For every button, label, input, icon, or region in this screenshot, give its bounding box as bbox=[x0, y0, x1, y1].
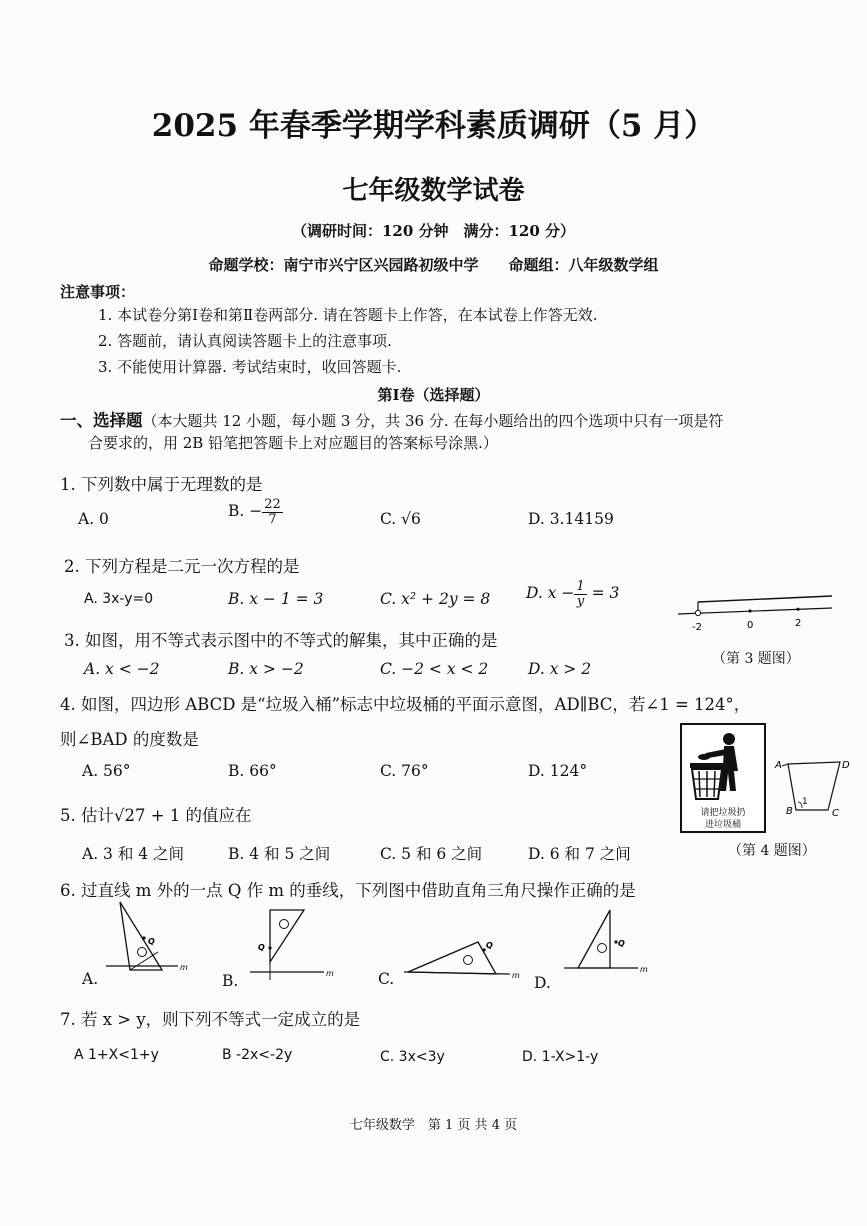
sign-text-line-2: 进垃圾桶 bbox=[704, 820, 741, 830]
q2-option-d-fraction bbox=[574, 580, 586, 608]
q6a-point-q: Q bbox=[148, 937, 155, 946]
label-b: B bbox=[786, 806, 793, 817]
q7-stem: 7. 若 x > y，则下列不等式一定成立的是 bbox=[60, 1010, 361, 1029]
q2-d-numerator: 1 bbox=[576, 579, 585, 594]
q7-option-c: C. 3x<3y bbox=[380, 1049, 445, 1065]
open-circle-icon bbox=[695, 610, 700, 615]
q1-b-numerator: 22 bbox=[264, 497, 281, 512]
q6-label-a: A. bbox=[82, 970, 99, 988]
q3-option-c: C. −2 < x < 2 bbox=[380, 660, 489, 678]
q6c-point-q: Q bbox=[486, 941, 493, 950]
q6-label-d: D. bbox=[534, 974, 551, 992]
q6b-line-m: m bbox=[326, 969, 334, 978]
q5-option-d: D. 6 和 7 之间 bbox=[528, 845, 631, 863]
q3-option-d: D. x > 2 bbox=[528, 660, 592, 678]
q3-stem: 3. 如图，用不等式表示图中的不等式的解集，其中正确的是 bbox=[64, 631, 498, 650]
trash-can-icon bbox=[682, 727, 764, 805]
tick-0-dot bbox=[748, 609, 751, 612]
note-item-1: 1. 本试卷分第Ⅰ卷和第Ⅱ卷两部分. 请在答题卡上作答，在本试卷上作答无效. bbox=[98, 306, 598, 324]
note-item-2: 2. 答题前，请认真阅读答题卡上的注意事项. bbox=[98, 332, 392, 350]
q7-option-d: D. 1-X>1-y bbox=[522, 1049, 599, 1065]
quadrilateral-abcd bbox=[772, 752, 852, 822]
number-line-ray bbox=[698, 596, 832, 602]
q3-number-line bbox=[670, 594, 840, 640]
q1-option-b-prefix: B. − bbox=[228, 502, 263, 521]
q4-option-b: B. 66° bbox=[228, 762, 277, 780]
section-desc-2: 合要求的，用 2B 铅笔把答题卡上对应题目的答案标号涂黑.） bbox=[88, 434, 498, 452]
q4-option-d: D. 124° bbox=[528, 762, 588, 780]
q6-figure-c bbox=[400, 932, 530, 992]
q1-option-c-prefix: C. bbox=[380, 510, 402, 528]
page-footer: 七年级数学 第 1 页 共 4 页 bbox=[349, 1118, 518, 1133]
q3-caption: （第 3 题图） bbox=[712, 651, 800, 667]
q1-b-denominator: 7 bbox=[268, 511, 277, 527]
sign-text-line-1: 请把垃圾扔 bbox=[700, 808, 746, 818]
q1-option-b-fraction bbox=[262, 498, 283, 526]
q5-option-a: A. 3 和 4 之间 bbox=[82, 845, 185, 863]
q5-option-b: B. 4 和 5 之间 bbox=[228, 845, 331, 863]
q1-option-c-radical: √6 bbox=[401, 510, 421, 528]
q4-stem-1: 4. 如图，四边形 ABCD 是“垃圾入桶”标志中垃圾桶的平面示意图，AD∥BC，若∠1 = 124°， bbox=[60, 695, 751, 714]
q6-label-c: C. bbox=[378, 970, 395, 988]
q6-figure-d bbox=[560, 906, 660, 986]
tick-label-2: 2 bbox=[795, 618, 802, 629]
q4-option-c: C. 76° bbox=[380, 762, 429, 780]
section-header bbox=[60, 407, 723, 431]
label-angle-1: 1 bbox=[802, 797, 808, 807]
tick-2-dot bbox=[796, 608, 799, 611]
label-c: C bbox=[832, 808, 839, 819]
q4-caption: （第 4 题图） bbox=[728, 843, 816, 859]
q1-option-a: A. 0 bbox=[78, 510, 109, 528]
label-a: A bbox=[775, 760, 782, 771]
q2-option-d bbox=[526, 580, 619, 608]
q4-option-a: A. 56° bbox=[82, 762, 131, 780]
notes-heading: 注意事项： bbox=[60, 283, 136, 301]
q2-stem: 2. 下列方程是二元一次方程的是 bbox=[64, 557, 300, 576]
exam-subtitle: 七年级数学试卷 bbox=[342, 176, 525, 206]
q6-stem: 6. 过直线 m 外的一点 Q 作 m 的垂线，下列图中借助直角三角尺操作正确的是 bbox=[60, 881, 636, 900]
q6-label-b: B. bbox=[222, 972, 239, 990]
q6d-line-m: m bbox=[640, 965, 648, 974]
tick-label-neg2: -2 bbox=[692, 622, 702, 633]
q1-option-b bbox=[228, 498, 283, 526]
note-item-3: 3. 不能使用计算器. 考试结束时，收回答题卡. bbox=[98, 358, 402, 376]
time-info: （调研时间：120 分钟 满分：120 分） bbox=[291, 222, 576, 240]
trash-sign bbox=[680, 723, 766, 833]
q6c-line-m: m bbox=[512, 971, 520, 980]
q6b-point-q: Q bbox=[258, 943, 265, 952]
q3-option-a: A. x < −2 bbox=[84, 660, 160, 678]
section-desc-1: （本大题共 12 小题，每小题 3 分，共 36 分. 在每小题给出的四个选项中只有一项是符 bbox=[142, 412, 724, 430]
q2-option-a: A. 3x-y=0 bbox=[84, 591, 154, 607]
q7-option-b: B -2x<-2y bbox=[222, 1047, 293, 1063]
q5-stem: 5. 估计√27 + 1 的值应在 bbox=[60, 806, 252, 825]
q4-stem-2: 则∠BAD 的度数是 bbox=[60, 730, 199, 749]
part-heading: 第Ⅰ卷（选择题） bbox=[377, 386, 490, 404]
q6d-point-q: Q bbox=[618, 939, 625, 948]
q6a-line-m: m bbox=[180, 963, 188, 972]
tick-label-0: 0 bbox=[747, 620, 754, 631]
q2-d-denominator: y bbox=[576, 593, 585, 609]
exam-title: 2025 年春季学期学科素质调研（5 月） bbox=[151, 108, 716, 144]
section-label: 一、选择题 bbox=[60, 411, 143, 430]
q3-option-b: B. x > −2 bbox=[228, 660, 304, 678]
label-d: D bbox=[842, 760, 850, 771]
q1-option-d: D. 3.14159 bbox=[528, 510, 614, 528]
q7-option-a: A 1+X<1+y bbox=[74, 1047, 159, 1063]
number-line-axis bbox=[678, 608, 832, 614]
q6-figure-a bbox=[100, 898, 200, 988]
q6-figure-b bbox=[246, 900, 346, 990]
q1-stem: 1. 下列数中属于无理数的是 bbox=[60, 475, 263, 494]
q1-option-c bbox=[380, 510, 421, 528]
q2-option-b: B. x − 1 = 3 bbox=[228, 590, 324, 608]
q5-option-c: C. 5 和 6 之间 bbox=[380, 845, 483, 863]
school-info: 命题学校：南宁市兴宁区兴园路初级中学 命题组：八年级数学组 bbox=[208, 256, 659, 274]
q2-option-d-suffix: = 3 bbox=[586, 584, 620, 603]
q2-option-c: C. x² + 2y = 8 bbox=[380, 590, 491, 608]
q2-option-d-prefix: D. x − bbox=[526, 584, 575, 603]
